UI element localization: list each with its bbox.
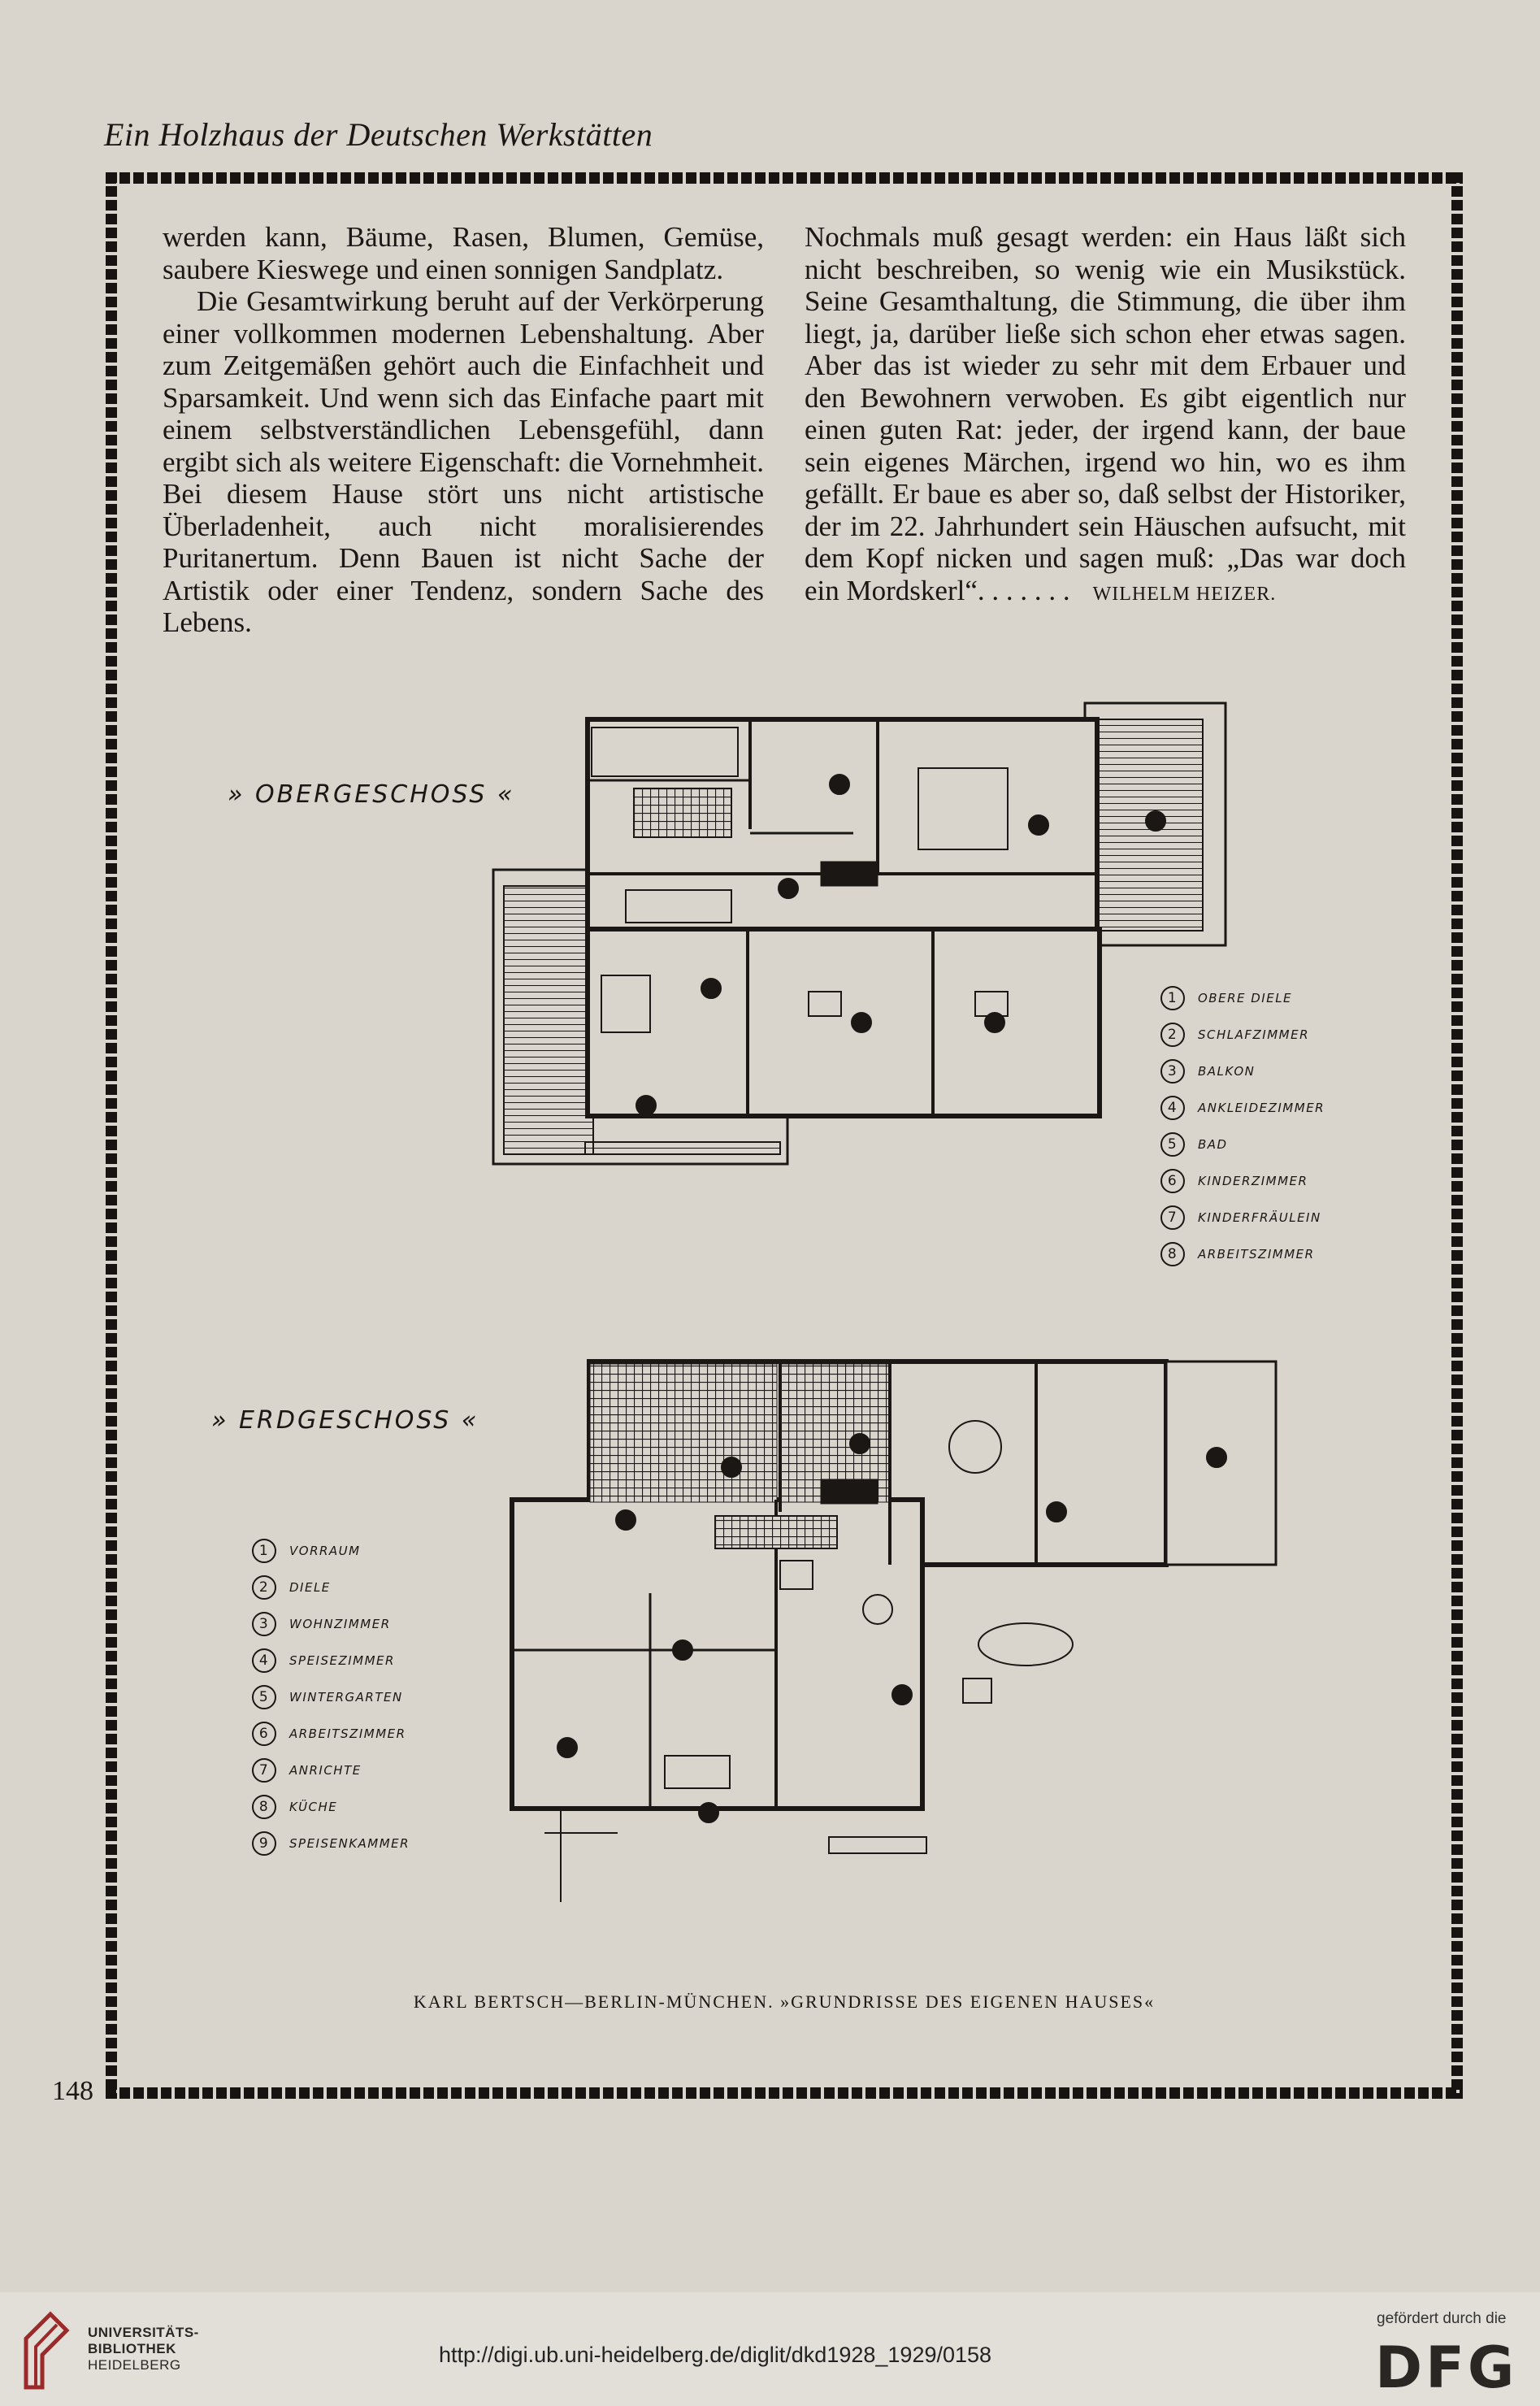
legend-label: DIELE xyxy=(289,1579,331,1595)
legend-label: OBERE DIELE xyxy=(1198,990,1293,1005)
legend-label: SCHLAFZIMMER xyxy=(1198,1027,1310,1042)
legend-label: VORRAUM xyxy=(289,1543,361,1558)
legend-item xyxy=(1160,979,1325,1016)
legend-number: 8 xyxy=(1160,1242,1185,1266)
legend-number: 1 xyxy=(1160,986,1185,1010)
figure-caption: KARL BERTSCH—BERLIN-MÜNCHEN. »GRUNDRISSE DES EIGENEN HAUSES« xyxy=(413,1991,1156,2012)
legend-label: SPEISENKAMMER xyxy=(289,1835,410,1851)
ground-floor-walls xyxy=(512,1362,1166,1902)
digitization-footer xyxy=(0,2292,1540,2406)
frame-bottom-border xyxy=(106,2087,1463,2099)
legend-number: 4 xyxy=(1160,1096,1185,1120)
ground-floor-legend xyxy=(252,1532,410,1861)
paragraph xyxy=(805,221,1406,610)
legend-item xyxy=(252,1532,410,1569)
legend-number: 3 xyxy=(252,1612,276,1636)
legend-number: 6 xyxy=(252,1722,276,1746)
legend-item xyxy=(1160,1236,1325,1272)
university-library-logo-icon xyxy=(18,2310,75,2391)
paragraph: Die Gesamtwirkung beruht auf der Verkörperung einer vollkommen modernen Lebenshaltung. Aber zum Zeitgemäßen gehört auch die Einfachheit und Sparsamkeit. Und wenn sich das Einfache paart mit einem selbstverständlichen Lebensgefühl, dann ergibt sich als weitere Eigenschaft: die Vornehmheit. Bei diesem Hause stört uns nicht artistische Überladenheit, auch nicht moralisierendes Puritanertum. Denn Bauen ist nicht Sache der Artistik oder einer Tendenz, sondern Sache des Lebens. xyxy=(163,285,764,638)
legend-item xyxy=(252,1569,410,1605)
frame-right-border xyxy=(1451,172,1463,2099)
legend-number: 9 xyxy=(252,1831,276,1856)
legend-item xyxy=(1160,1126,1325,1162)
legend-number: 5 xyxy=(252,1685,276,1709)
legend-label: ANKLEIDEZIMMER xyxy=(1198,1100,1325,1115)
legend-label: ARBEITSZIMMER xyxy=(289,1726,406,1741)
upper-floor-label: » OBERGESCHOSS « xyxy=(228,780,515,809)
legend-item xyxy=(1160,1199,1325,1236)
legend-label: KINDERFRÄULEIN xyxy=(1198,1210,1321,1225)
ground-floor-label: » ERDGESCHOSS « xyxy=(211,1406,479,1435)
library-name xyxy=(88,2325,199,2373)
legend-label: KÜCHE xyxy=(289,1799,338,1814)
legend-item xyxy=(252,1605,410,1642)
legend-item xyxy=(252,1788,410,1825)
legend-number: 2 xyxy=(1160,1023,1185,1047)
legend-number: 5 xyxy=(1160,1132,1185,1157)
legend-number: 6 xyxy=(1160,1169,1185,1193)
legend-item xyxy=(252,1752,410,1788)
legend-number: 8 xyxy=(252,1795,276,1819)
legend-label: ARBEITSZIMMER xyxy=(1198,1246,1315,1262)
legend-item xyxy=(1160,1053,1325,1089)
frame-top-border xyxy=(106,172,1463,184)
legend-number: 7 xyxy=(252,1758,276,1783)
right-column xyxy=(805,221,1406,610)
legend-label: ANRICHTE xyxy=(289,1762,362,1778)
legend-label: KINDERZIMMER xyxy=(1198,1173,1308,1188)
legend-number: 4 xyxy=(252,1648,276,1673)
paragraph: werden kann, Bäume, Rasen, Blumen, Gemüse, saubere Kieswege und einen sonnigen Sandplatz. xyxy=(163,221,764,285)
legend-item xyxy=(1160,1162,1325,1199)
upper-floor-legend xyxy=(1160,979,1325,1272)
floor-plans xyxy=(163,699,1406,1983)
legend-label: BALKON xyxy=(1198,1063,1256,1079)
frame-left-border xyxy=(106,172,117,2099)
legend-item xyxy=(1160,1016,1325,1053)
legend-item xyxy=(252,1642,410,1679)
legend-number: 2 xyxy=(252,1575,276,1600)
body-text xyxy=(163,221,1406,660)
legend-number: 1 xyxy=(252,1539,276,1563)
legend-label: WOHNZIMMER xyxy=(289,1616,391,1631)
funder-logo: DFG xyxy=(1375,2334,1518,2401)
page-number: 148 xyxy=(52,2076,93,2106)
author-signature: WILHELM HEIZER. xyxy=(1092,583,1277,605)
legend-number: 7 xyxy=(1160,1205,1185,1230)
paragraph-text: Nochmals muß gesagt werden: ein Haus läßt sich nicht beschreiben, so wenig wie ein Musikstück. Seine Gesamthaltung, die Stimmung, die über ihm liegt, ja, darüber ließe sich schon eher etwas sagen. Aber das ist wieder zu sehr mit dem Erbauer und den Bewohnern verwoben. Es gibt eigentlich nur einen guten Rat: jeder, der irgend kann, der baue sein eigenes Märchen, irgend wo hin, wo es ihm gefällt. Er baue es aber so, daß selbst der Historiker, der im 22. Jahrhundert sein Häuschen aufsucht, mit dem Kopf nicken und sagen muß: „Das war doch ein Mordskerl“. . . . . . . xyxy=(805,221,1406,606)
running-head: Ein Holzhaus der Deutschen Werkstätten xyxy=(104,116,653,153)
legend-label: BAD xyxy=(1198,1136,1228,1152)
legend-label: WINTERGARTEN xyxy=(289,1689,403,1705)
left-column xyxy=(163,221,764,639)
legend-item xyxy=(1160,1089,1325,1126)
legend-number: 3 xyxy=(1160,1059,1185,1084)
legend-item xyxy=(252,1825,410,1861)
legend-label: SPEISEZIMMER xyxy=(289,1652,395,1668)
permalink[interactable]: http://digi.ub.uni-heidelberg.de/diglit/dkd1928_1929/0158 xyxy=(439,2343,992,2367)
library-name-line: HEIDELBERG xyxy=(88,2357,181,2373)
legend-item xyxy=(252,1715,410,1752)
library-name-line: UNIVERSITÄTS- xyxy=(88,2325,199,2340)
library-name-line: BIBLIOTHEK xyxy=(88,2341,176,2356)
funding-note: gefördert durch die xyxy=(1377,2310,1507,2327)
legend-item xyxy=(252,1679,410,1715)
